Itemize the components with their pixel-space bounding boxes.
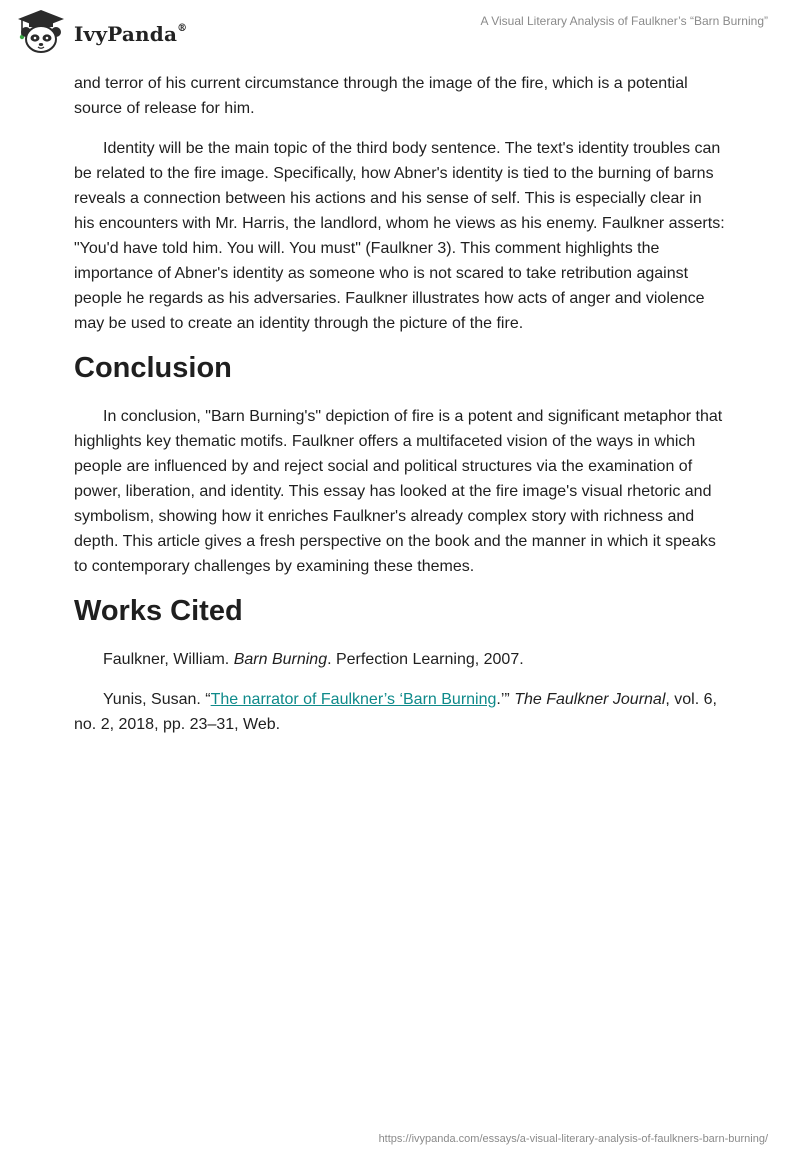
citation-link[interactable]: The narrator of Faulkner’s ‘Barn Burning: [210, 691, 497, 708]
paragraph: and terror of his current circumstance through the image of the fire, which is a potential source of release for him.: [74, 75, 688, 117]
citation-item: Faulkner, William. Barn Burning. Perfection Learning, 2007.: [103, 651, 524, 668]
panda-graduate-icon: [14, 8, 68, 54]
paragraph: In conclusion, "Barn Burning's" depiction of fire is a potent and significant metaphor that highlights key thematic motifs. Faulkner offers a multifaceted vision of the ways in which people are influenced by and reject social and political structures via the examination of power, liberation, and identity. This essay has looked at the fire image's visual rhetoric and symbolism, showing how it enriches Faulkner's already complex story with richness and depth. This article gives a fresh perspective on the book and the manner in which it speaks to contemporary challenges by examining these themes.: [74, 408, 723, 575]
citation-item: Yunis, Susan. “The narrator of Faulkner’s ‘Barn Burning.’” The Faulkner Journal, vol. 6, no. 2, 2018, pp. 23–31, Web.: [74, 691, 717, 733]
footer-url: https://ivypanda.com/essays/a-visual-literary-analysis-of-faulkners-barn-burning/: [378, 1133, 768, 1145]
ivypanda-logo[interactable]: [14, 8, 187, 54]
paragraph: Identity will be the main topic of the third body sentence. The text's identity troubles can be related to the fire image. Specifically, how Abner's identity is tied to the burning of barns reveals a connection between his actions and his sense of self. This is especially clear in his encounters with Mr. Harris, the landlord, whom he views as his enemy. Faulkner asserts: "You'd have told him. You will. You must" (Faulkner 3). This comment highlights the importance of Abner's identity as someone who is not scared to take retribution against people he regards as his adversaries. Faulkner illustrates how acts of anger and violence may be used to create an identity through the picture of the fire.: [74, 140, 725, 332]
page-header: [0, 0, 800, 64]
document-title: A Visual Literary Analysis of Faulkner’s “Barn Burning”: [480, 14, 768, 28]
works-cited-heading: Works Cited: [74, 595, 243, 627]
brand-name: IvyPanda®: [74, 22, 188, 46]
conclusion-heading: Conclusion: [74, 352, 232, 384]
essay-content: [74, 71, 726, 752]
